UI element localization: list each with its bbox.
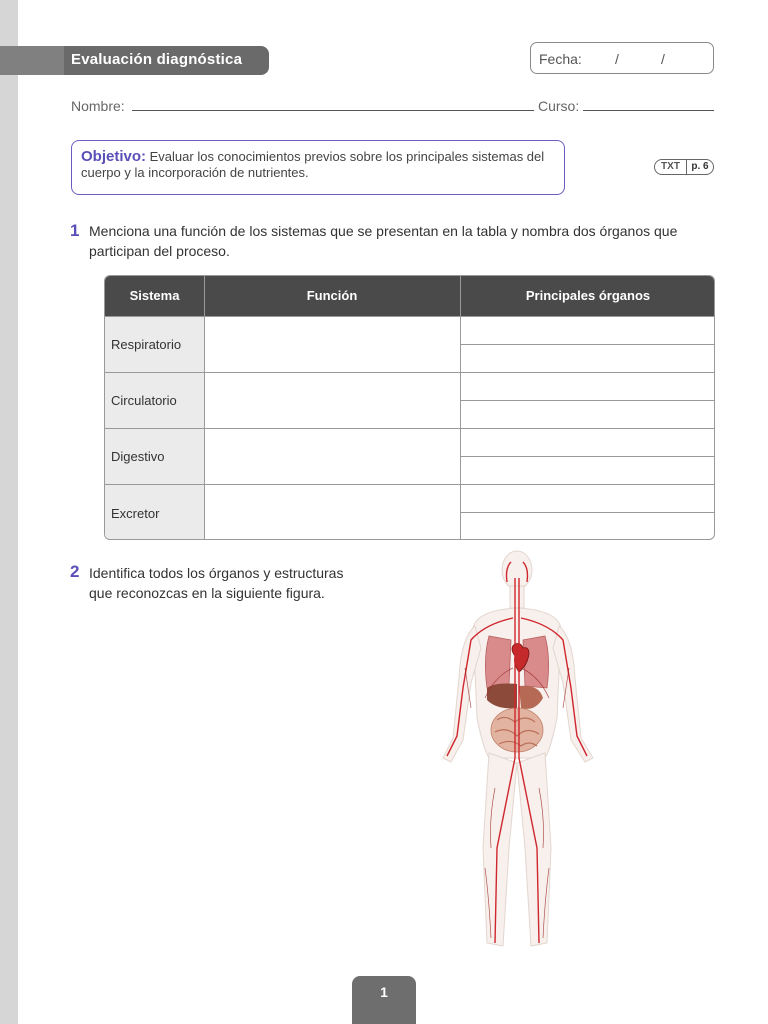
txt-label: TXT [655, 160, 687, 174]
side-margin-strip [0, 0, 18, 1024]
page-title: Evaluación diagnóstica [71, 51, 243, 68]
column-header: Principales órganos [525, 288, 651, 303]
objetivo-box [71, 140, 565, 195]
table-row-label: Excretor [105, 484, 204, 540]
objetivo-label: Objetivo: [81, 148, 147, 165]
question-number: 1 [70, 221, 80, 240]
funcion-answer-cell[interactable] [204, 316, 460, 372]
question-number: 2 [70, 562, 80, 581]
systems-table [104, 275, 715, 540]
fecha-field[interactable] [530, 42, 714, 74]
organo-answer-cell[interactable] [460, 344, 715, 372]
fecha-separator: / [661, 51, 665, 67]
organo-answer-cell[interactable] [460, 456, 715, 484]
funcion-answer-cell[interactable] [204, 372, 460, 428]
organo-answer-cell[interactable] [460, 400, 715, 428]
txt-page: p. 6 [691, 161, 709, 172]
curso-line[interactable] [583, 110, 714, 111]
fecha-label: Fecha: [539, 51, 582, 67]
organo-answer-cell[interactable] [460, 428, 715, 456]
objetivo-text: Evaluar los conocimientos previos sobre los principales sistemas del cuerpo y la incorporación de nutrientes. [81, 149, 545, 180]
curso-label: Curso: [538, 98, 580, 114]
funcion-answer-cell[interactable] [204, 428, 460, 484]
table-row-label: Respiratorio [105, 316, 204, 372]
funcion-answer-cell[interactable] [204, 484, 460, 540]
organo-answer-cell[interactable] [460, 512, 715, 540]
table-row-label: Circulatorio [105, 372, 204, 428]
fecha-separator: / [615, 51, 619, 67]
column-header: Sistema [129, 288, 180, 303]
organo-answer-cell[interactable] [460, 316, 715, 344]
question-text: Identifica todos los órganos y estructuras que reconozcas en la siguiente figura. [89, 565, 344, 601]
organo-answer-cell[interactable] [460, 484, 715, 512]
organo-answer-cell[interactable] [460, 372, 715, 400]
human-anatomy-illustration [425, 548, 610, 963]
nombre-line[interactable] [132, 110, 534, 111]
page-number: 1 [352, 976, 416, 1024]
textbook-reference [654, 159, 714, 175]
column-header: Función [306, 288, 358, 303]
question-text: Menciona una función de los sistemas que se presentan en la tabla y nombra dos órganos que participan del proceso. [89, 223, 678, 259]
nombre-label: Nombre: [71, 98, 125, 114]
table-row-label: Digestivo [105, 428, 204, 484]
